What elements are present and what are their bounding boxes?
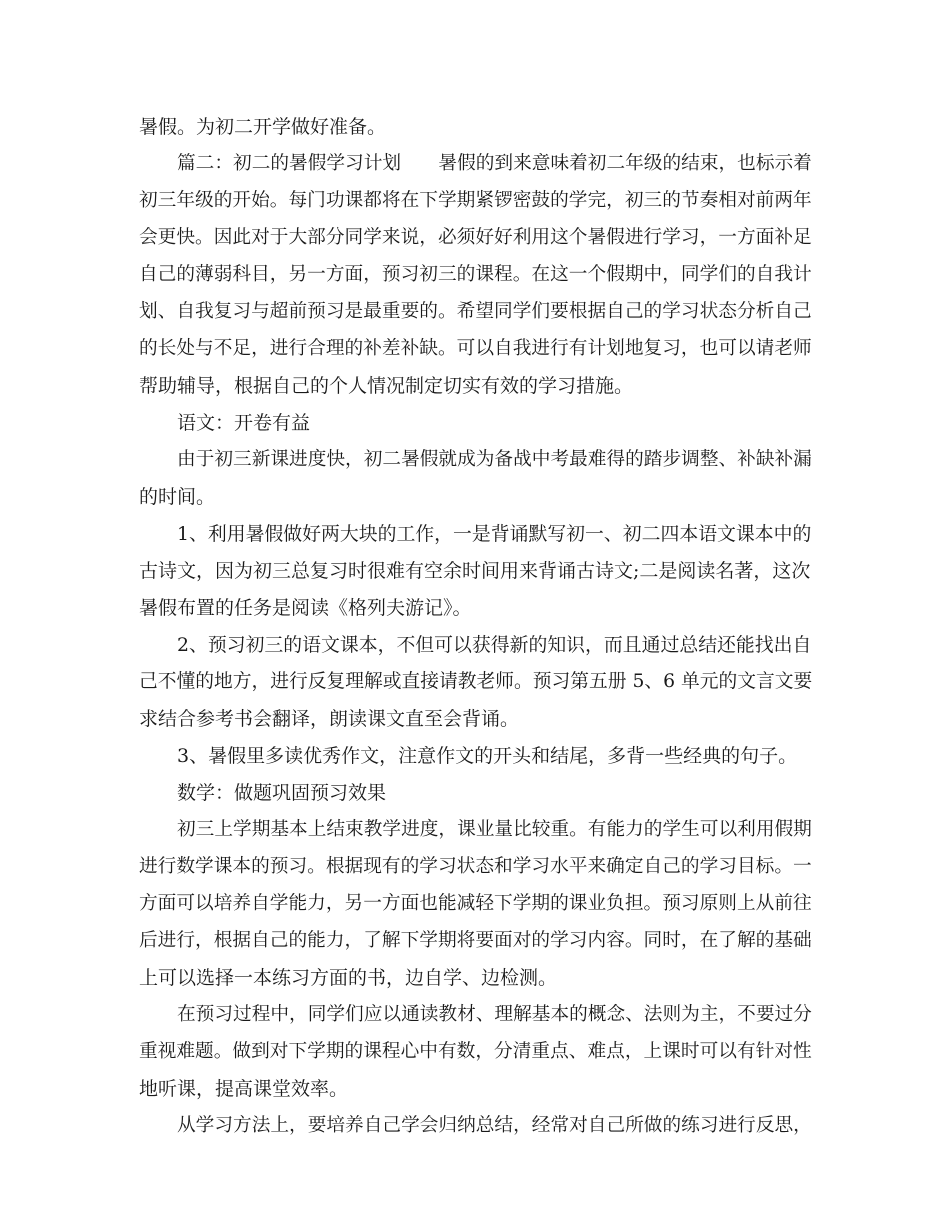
text-line: 古诗文，因为初三总复习时很难有空余时间用来背诵古诗文;二是阅读名著，这次	[139, 560, 811, 582]
text-line: 初三年级的开始。每门功课都将在下学期紧锣密鼓的学完，初三的节奏相对前两年	[139, 190, 812, 211]
text-line: 1、利用暑假做好两大块的工作，一是背诵默写初一、初二四本语文课本中的	[177, 523, 812, 545]
text-line: 己不懂的地方，进行反复理解或直接请教老师。预习第五册 5、6 单元的文言文要	[139, 671, 813, 692]
section-heading: 语文：开卷有益	[177, 412, 311, 434]
text-line: 进行数学课本的预习。根据现有的学习状态和学习水平来确定自己的学习目标。一	[139, 856, 812, 877]
text-line: 从学习方法上，要培养自己学会归纳总结，经常对自己所做的练习进行反思，	[177, 1115, 812, 1136]
text-line: 2、预习初三的语文课本，不但可以获得新的知识，而且通过总结还能找出自	[177, 634, 812, 656]
text-line: 会更快。因此对于大部分同学来说，必须好好利用这个暑假进行学习，一方面补足	[139, 227, 812, 248]
text-line: 自己的薄弱科目，另一方面，预习初三的课程。在这一个假期中，同学们的自我计	[139, 264, 812, 285]
text-line: 在预习过程中，同学们应以通读教材、理解基本的概念、法则为主，不要过分	[177, 1004, 812, 1025]
text-line: 划、自我复习与超前预习是最重要的。希望同学们要根据自己的学习状态分析自己	[139, 301, 812, 322]
text-line: 3、暑假里多读优秀作文，注意作文的开头和结尾，多背一些经典的句子。	[177, 745, 798, 767]
text-line: 重视难题。做到对下学期的课程心中有数，分清重点、难点，上课时可以有针对性	[139, 1041, 812, 1062]
text-line: 的时间。	[139, 486, 216, 508]
text-line: 由于初三新课进度快，初二暑假就成为备战中考最难得的踏步调整、补缺补漏	[177, 449, 812, 470]
text-line: 上可以选择一本练习方面的书，边自学、边检测。	[139, 967, 558, 989]
text-line: 暑假布置的任务是阅读《格列夫游记》。	[139, 597, 472, 619]
text-line: 帮助辅导，根据自己的个人情况制定切实有效的学习措施。	[139, 375, 634, 397]
text-line: 篇二：初二的暑假学习计划 暑假的到来意味着初二年级的结束，也标示着	[177, 153, 812, 174]
text-line: 初三上学期基本上结束教学进度，课业量比较重。有能力的学生可以利用假期	[177, 819, 812, 840]
text-line: 求结合参考书会翻译，朗读课文直至会背诵。	[139, 708, 520, 730]
text-line: 方面可以培养自学能力，另一方面也能减轻下学期的课业负担。预习原则上从前往	[139, 893, 812, 914]
text-line: 的长处与不足，进行合理的补差补缺。可以自我进行有计划地复习，也可以请老师	[139, 338, 812, 359]
text-line: 暑假。为初二开学做好准备。	[139, 116, 387, 138]
section-heading: 数学：做题巩固预习效果	[177, 782, 387, 804]
text-line: 地听课，提高课堂效率。	[139, 1078, 349, 1100]
text-line: 后进行，根据自己的能力，了解下学期将要面对的学习内容。同时，在了解的基础	[139, 930, 812, 951]
